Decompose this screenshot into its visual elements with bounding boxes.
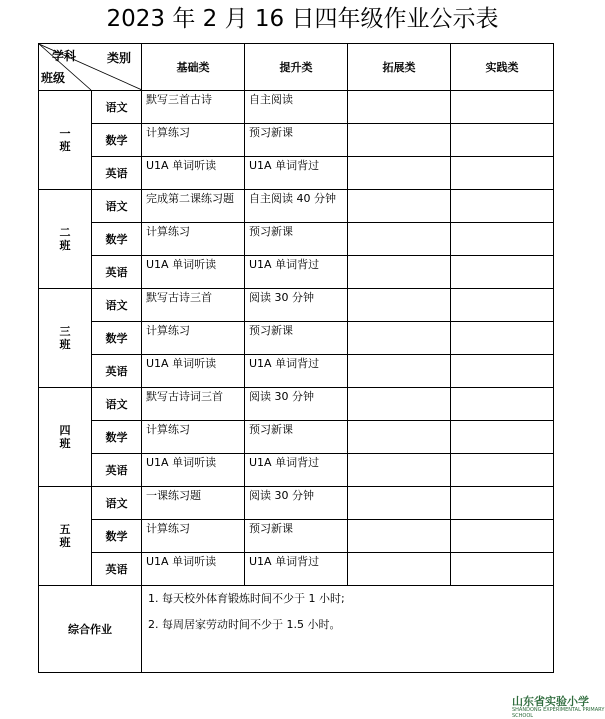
table-row	[39, 289, 554, 322]
homework-cell: U1A 单词听读	[142, 355, 245, 388]
homework-cell: 预习新课	[245, 223, 348, 256]
summary-label: 综合作业	[39, 586, 142, 673]
homework-cell	[451, 454, 554, 487]
homework-cell	[348, 157, 451, 190]
homework-cell: 一课练习题	[142, 487, 245, 520]
column-header-basic: 基础类	[142, 44, 245, 91]
table-row	[39, 355, 554, 388]
page-title: 2023 年 2 月 16 日四年级作业公示表	[106, 6, 499, 32]
homework-cell: 预习新课	[245, 124, 348, 157]
homework-cell	[348, 190, 451, 223]
subject-cell: 英语	[92, 355, 142, 388]
homework-cell: 预习新课	[245, 520, 348, 553]
class-suffix: 班	[59, 437, 71, 450]
homework-cell: 阅读 30 分钟	[245, 487, 348, 520]
column-header-advanced: 提升类	[245, 44, 348, 91]
subject-cell: 语文	[92, 487, 142, 520]
homework-cell	[451, 91, 554, 124]
homework-cell	[348, 487, 451, 520]
homework-cell	[348, 124, 451, 157]
class-label-cell	[39, 388, 92, 487]
homework-cell: 完成第二课练习题	[142, 190, 245, 223]
table-row	[39, 91, 554, 124]
homework-cell: U1A 单词背过	[245, 157, 348, 190]
table-row	[39, 487, 554, 520]
homework-table	[38, 43, 554, 673]
subject-cell: 语文	[92, 91, 142, 124]
class-number: 三	[59, 325, 71, 338]
class-label-cell	[39, 190, 92, 289]
homework-cell: 预习新课	[245, 421, 348, 454]
summary-row	[39, 586, 554, 673]
class-number: 二	[59, 226, 71, 239]
subject-cell: 英语	[92, 553, 142, 586]
summary-item: 2. 每周居家劳动时间不少于 1.5 小时。	[148, 618, 341, 631]
homework-cell: U1A 单词背过	[245, 454, 348, 487]
class-number: 一	[59, 127, 71, 140]
homework-cell: 自主阅读	[245, 91, 348, 124]
column-header-practice: 实践类	[451, 44, 554, 91]
homework-cell: U1A 单词听读	[142, 256, 245, 289]
table-row	[39, 421, 554, 454]
homework-cell	[451, 520, 554, 553]
homework-cell: U1A 单词听读	[142, 157, 245, 190]
subject-cell: 语文	[92, 190, 142, 223]
class-number: 五	[59, 523, 71, 536]
homework-cell	[451, 157, 554, 190]
homework-cell: 计算练习	[142, 421, 245, 454]
homework-cell	[451, 289, 554, 322]
homework-cell: 阅读 30 分钟	[245, 289, 348, 322]
homework-cell	[348, 91, 451, 124]
class-number: 四	[59, 424, 71, 437]
homework-cell: 计算练习	[142, 223, 245, 256]
corner-category-label: 类别	[107, 51, 132, 65]
class-suffix: 班	[59, 338, 71, 351]
corner-class-label: 班级	[41, 71, 66, 85]
class-label-cell	[39, 91, 92, 190]
subject-cell: 数学	[92, 223, 142, 256]
homework-cell: 计算练习	[142, 520, 245, 553]
class-suffix: 班	[59, 239, 71, 252]
subject-cell: 英语	[92, 454, 142, 487]
homework-cell	[348, 355, 451, 388]
subject-cell: 语文	[92, 289, 142, 322]
table-row	[39, 223, 554, 256]
homework-cell	[348, 388, 451, 421]
homework-cell	[348, 256, 451, 289]
homework-cell	[451, 124, 554, 157]
homework-cell	[348, 454, 451, 487]
homework-cell	[348, 289, 451, 322]
subject-cell: 数学	[92, 322, 142, 355]
homework-cell	[451, 388, 554, 421]
class-label-cell	[39, 487, 92, 586]
homework-cell	[348, 553, 451, 586]
school-logo: 山东省实验小学	[512, 695, 589, 708]
homework-cell: 阅读 30 分钟	[245, 388, 348, 421]
homework-cell: 默写三首古诗	[142, 91, 245, 124]
homework-cell	[348, 322, 451, 355]
summary-item: 1. 每天校外体育锻炼时间不少于 1 小时;	[148, 592, 345, 605]
subject-cell: 数学	[92, 124, 142, 157]
homework-cell: U1A 单词背过	[245, 256, 348, 289]
table-row	[39, 157, 554, 190]
table-row	[39, 454, 554, 487]
corner-subject-label: 学科	[52, 49, 77, 63]
homework-cell	[451, 553, 554, 586]
subject-cell: 数学	[92, 520, 142, 553]
homework-cell	[348, 520, 451, 553]
table-row	[39, 124, 554, 157]
corner-header-cell	[39, 44, 142, 91]
homework-cell	[348, 421, 451, 454]
homework-cell: 计算练习	[142, 124, 245, 157]
homework-cell	[451, 190, 554, 223]
table-row	[39, 322, 554, 355]
table-row	[39, 388, 554, 421]
column-header-extension: 拓展类	[348, 44, 451, 91]
school-logo-subtext: SHANDONG EXPERIMENTAL PRIMARY SCHOOL	[512, 707, 605, 719]
homework-cell	[451, 421, 554, 454]
homework-cell: 计算练习	[142, 322, 245, 355]
subject-cell: 英语	[92, 256, 142, 289]
homework-cell: U1A 单词听读	[142, 454, 245, 487]
homework-cell	[451, 223, 554, 256]
homework-cell	[451, 487, 554, 520]
summary-content	[142, 586, 554, 673]
homework-cell	[348, 223, 451, 256]
subject-cell: 英语	[92, 157, 142, 190]
homework-cell	[451, 256, 554, 289]
class-label-cell	[39, 289, 92, 388]
homework-cell: 默写古诗词三首	[142, 388, 245, 421]
table-row	[39, 553, 554, 586]
class-suffix: 班	[59, 536, 71, 549]
homework-cell: U1A 单词听读	[142, 553, 245, 586]
table-row	[39, 256, 554, 289]
homework-cell: U1A 单词背过	[245, 553, 348, 586]
subject-cell: 数学	[92, 421, 142, 454]
homework-cell: 预习新课	[245, 322, 348, 355]
class-suffix: 班	[59, 140, 71, 153]
homework-cell	[451, 322, 554, 355]
homework-cell: 自主阅读 40 分钟	[245, 190, 348, 223]
subject-cell: 语文	[92, 388, 142, 421]
table-row	[39, 520, 554, 553]
homework-cell	[451, 355, 554, 388]
header-row	[39, 44, 554, 91]
homework-cell: U1A 单词背过	[245, 355, 348, 388]
table-row	[39, 190, 554, 223]
homework-cell: 默写古诗三首	[142, 289, 245, 322]
